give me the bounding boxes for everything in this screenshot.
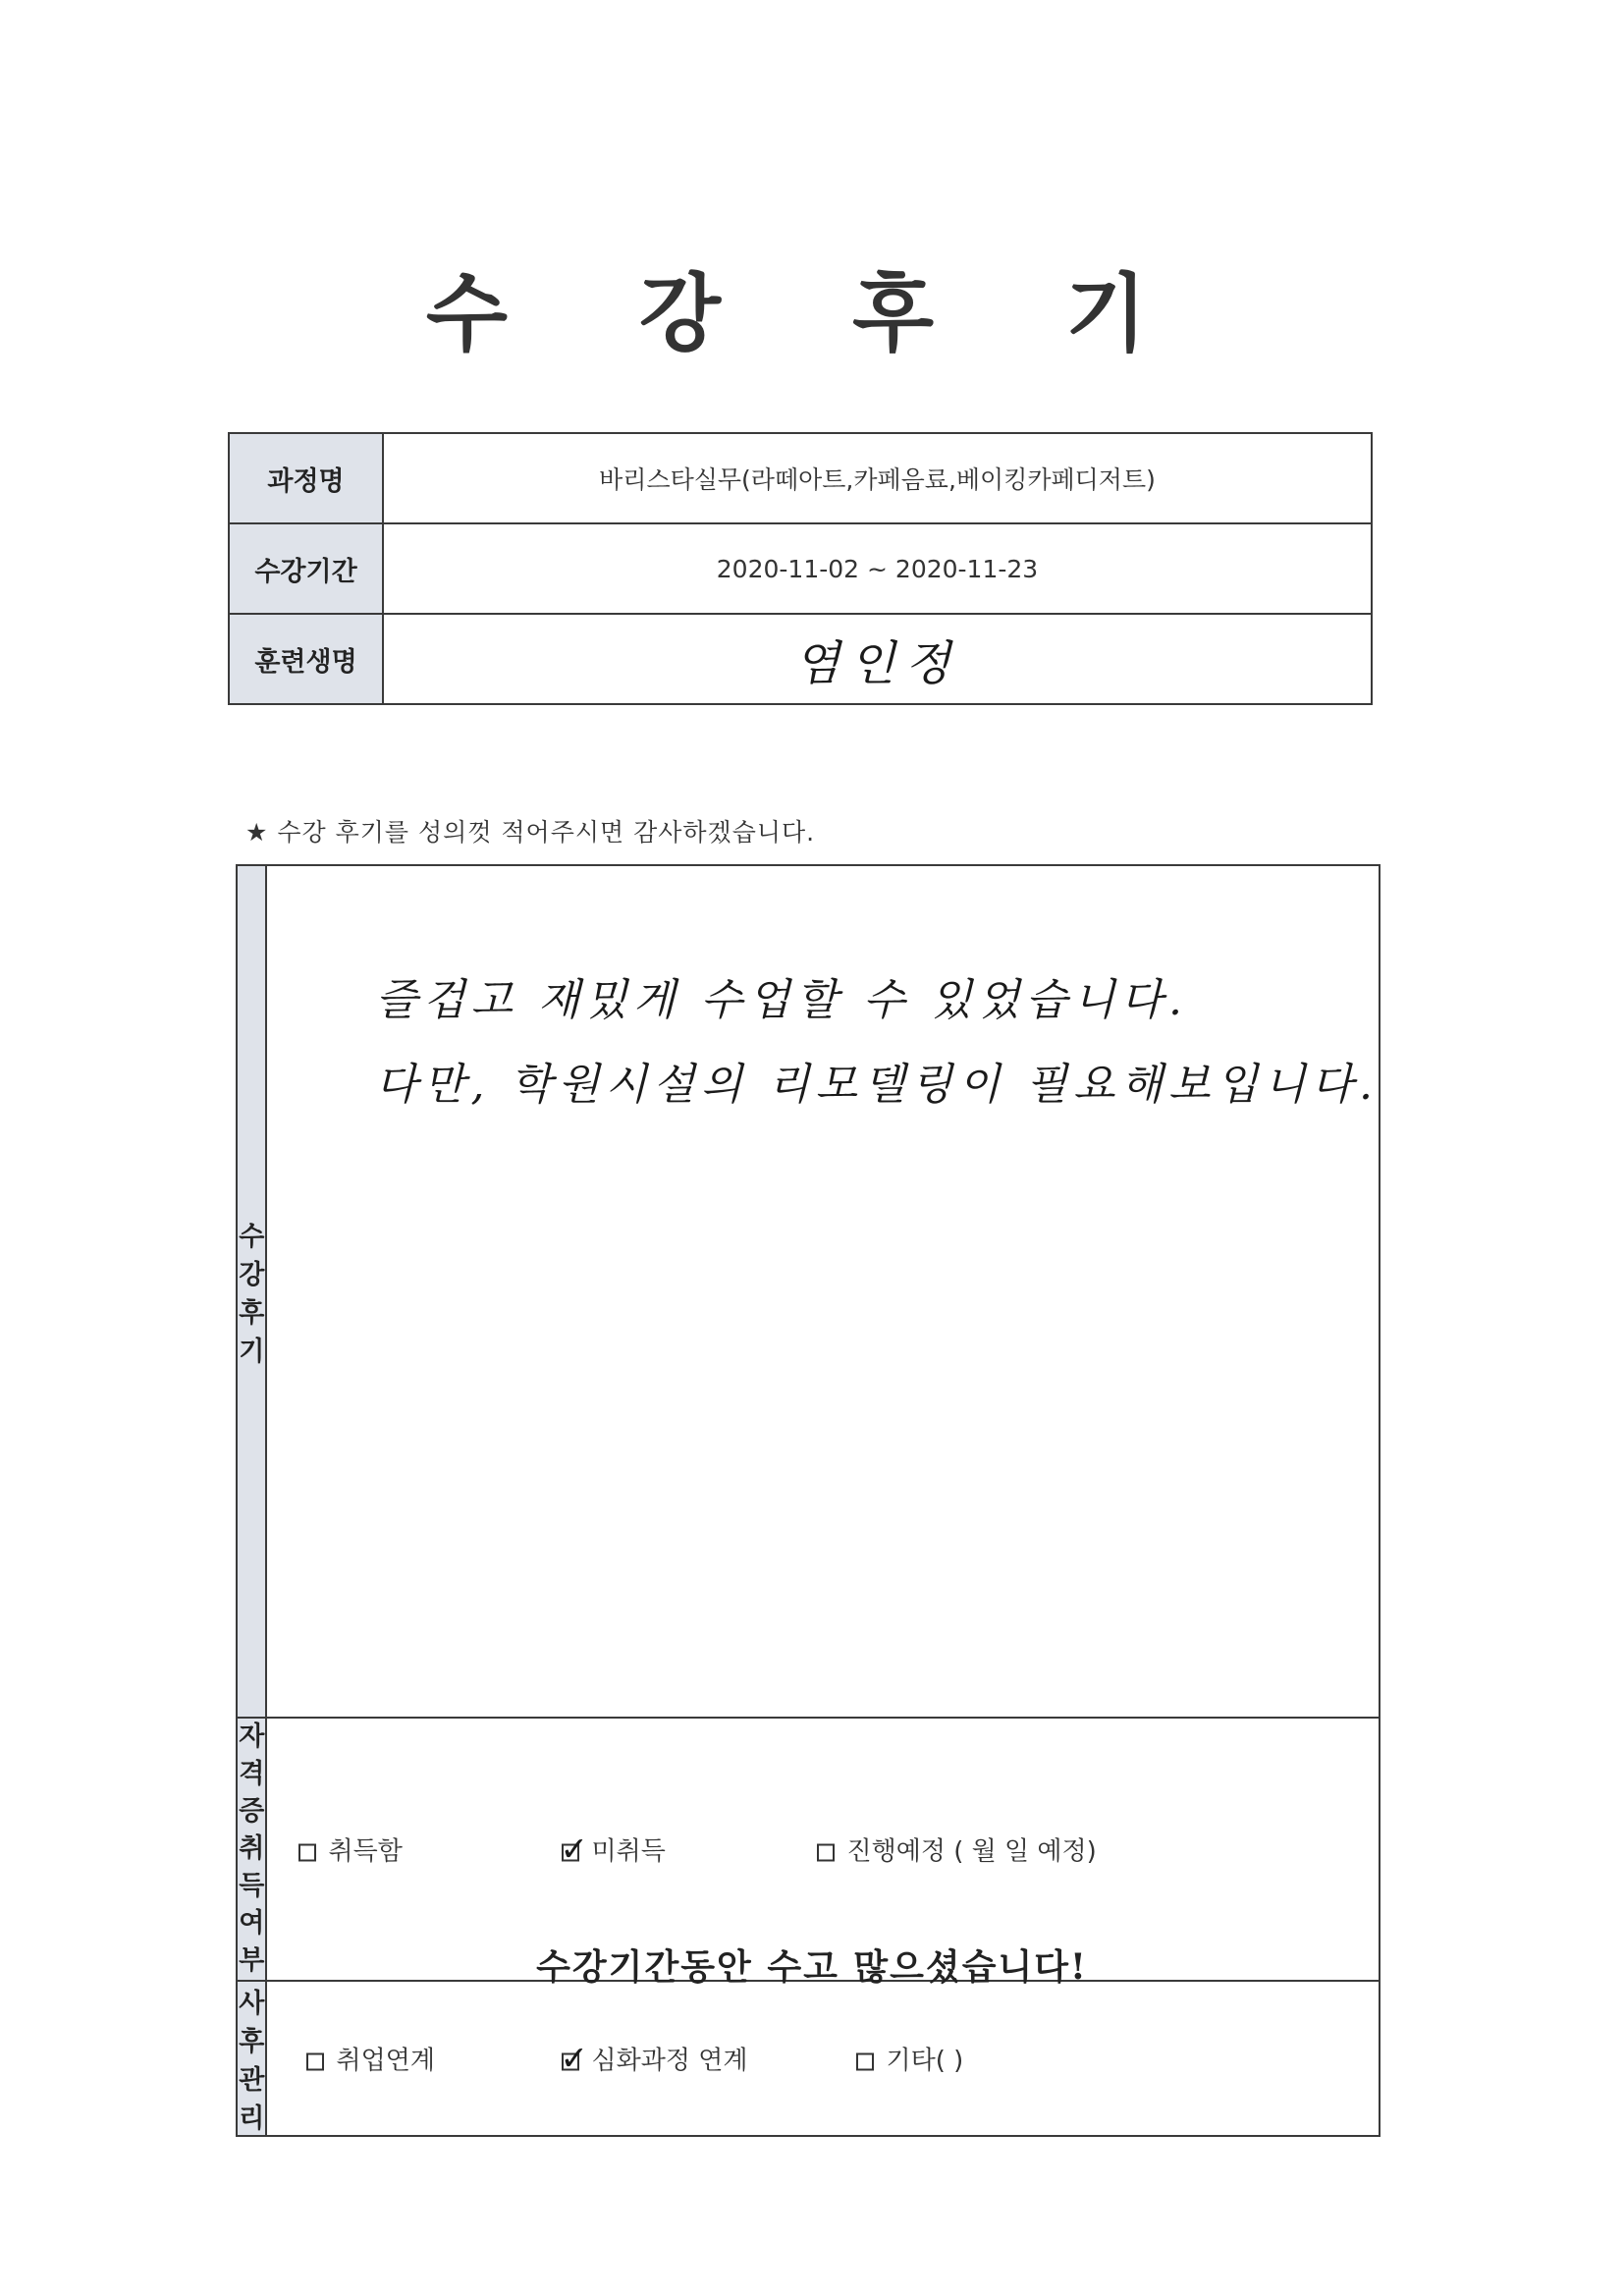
review-label: 수강후기 [237,865,266,1718]
review-line-2: 다만, 학원시설의 리모델링이 필요해보입니다. [375,1060,1379,1110]
document-title: 수 강 후 기 [425,264,1199,363]
instruction-note: ★ 수강 후기를 성의껏 적어주시면 감사하겠습니다. [245,818,816,847]
option-other-label: 기타( ) [886,2046,964,2076]
option-acquired-label: 취득함 [328,1836,403,1867]
certificate-label-line1: 자격증 [239,1722,265,1827]
certificate-label-line2: 취득여부 [239,1833,265,1976]
trainee-row [229,614,1372,704]
trainee-name-handwritten: 염인정 [383,614,1372,704]
review-line-1: 즐겁고 재밌게 수업할 수 있었습니다. [375,975,1188,1025]
checkbox-advanced-course [560,2039,588,2078]
checkmark-icon: ✓ [560,2039,588,2078]
option-scheduled [817,1831,1096,1868]
checkbox-other [856,2052,874,2070]
option-employment-label: 취업연계 [336,2046,435,2076]
checkbox-not-acquired [560,1830,588,1869]
option-not-acquired-label: 미취득 [591,1836,666,1867]
review-content [266,865,1380,1718]
option-advanced-course [562,2041,747,2077]
course-info-table [228,432,1373,705]
option-employment [306,2041,434,2077]
option-advanced-course-label: 심화과정 연계 [591,2046,748,2076]
closing-message: 수강기간동안 수고 많으셨습니다! [536,1946,1088,1988]
period-row [229,523,1372,614]
course-row [229,433,1372,523]
checkbox-acquired [298,1843,316,1861]
option-acquired [298,1831,402,1868]
checkbox-employment [306,2052,324,2070]
period-value: 2020-11-02 ~ 2020-11-23 [383,523,1372,614]
period-label: 수강기간 [229,523,383,614]
checkmark-icon: ✓ [560,1830,588,1869]
trainee-label: 훈련생명 [229,614,383,704]
option-not-acquired [562,1831,665,1868]
followup-label: 사후관리 [237,1981,266,2136]
checkbox-scheduled [817,1843,835,1861]
option-other [856,2041,963,2077]
followup-row [237,1981,1380,2136]
followup-options [266,1981,1380,2136]
course-label: 과정명 [229,433,383,523]
review-row [237,865,1380,1718]
option-scheduled-label: 진행예정 ( 월 일 예정) [846,1836,1097,1867]
course-value: 바리스타실무(라떼아트,카페음료,베이킹카페디저트) [383,433,1372,523]
